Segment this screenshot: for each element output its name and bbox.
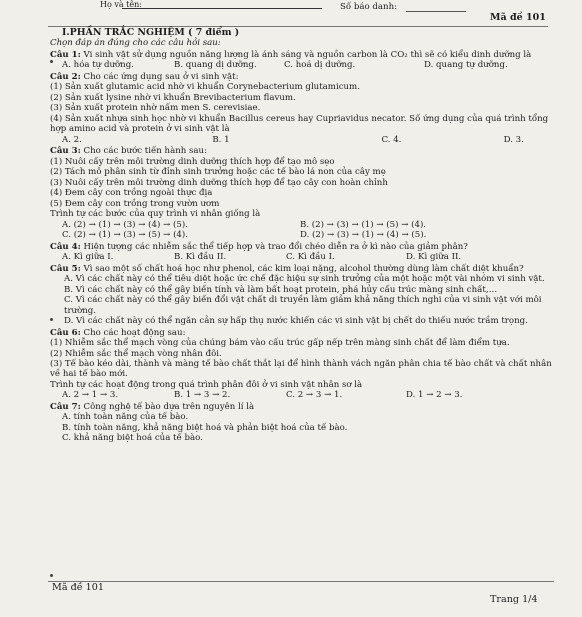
exam-code: Mã đề 101 xyxy=(490,12,546,23)
q3-option-c[interactable]: C. (2) → (1) → (3) → (5) → (4). xyxy=(62,230,188,241)
exam-content xyxy=(50,27,560,444)
q6-option-c[interactable]: C. 2 → 3 → 1. xyxy=(286,390,343,401)
scan-dot xyxy=(50,318,53,321)
q3-step-4: (4) Đem cây con trồng ngoài thực địa xyxy=(50,188,213,199)
q4-option-b[interactable]: B. Kì đầu II. xyxy=(174,252,227,263)
q2-item-1: (1) Sản xuất glutamic acid nhờ vi khuẩn Corynebacterium glutamicum. xyxy=(50,82,360,93)
q6-option-a[interactable]: A. 2 → 1 → 3. xyxy=(62,390,119,401)
q2-option-a[interactable]: A. 2. xyxy=(62,134,82,145)
scan-dot xyxy=(50,574,53,577)
q2-option-b[interactable]: B. 1 xyxy=(212,134,230,145)
question-3-options-row-1 xyxy=(50,220,560,230)
question-5-number: Câu 5: xyxy=(50,263,81,274)
q6-item-3: (3) Tế bào kéo dài, thành và màng tế bào chất thắt lại để hình thành vách ngăn phân chia tế bào chất và chất nhân về hai tế bào mới. xyxy=(50,359,552,380)
candidate-number-line xyxy=(406,11,466,12)
scan-dot xyxy=(50,60,53,63)
question-1 xyxy=(50,50,560,60)
q5-option-a[interactable]: A. Vì các chất này có thể tiêu diệt hoặc ức chế đặc hiệu sự sinh trưởng của một hoặc một vài nhóm vi sinh vật. xyxy=(64,274,545,285)
question-5-text: Vì sao một số chất hoá học như phenol, các kim loại nặng, alcohol thường dùng làm chất diệt khuẩn? xyxy=(80,263,524,274)
question-1-text: Vi sinh vật sử dụng nguồn năng lượng là ánh sáng và nguồn carbon là CO₂ thì sẽ có kiểu dinh dưỡng là xyxy=(80,49,532,60)
question-7-number: Câu 7: xyxy=(50,401,81,412)
question-4 xyxy=(50,242,560,252)
question-2-text: Cho các ứng dụng sau ở vi sinh vật: xyxy=(80,71,239,82)
question-6-number: Câu 6: xyxy=(50,327,81,338)
q1-option-a[interactable]: A. hóa tự dưỡng. xyxy=(62,60,134,71)
q3-option-b[interactable]: B. (2) → (3) → (1) → (5) → (4). xyxy=(300,219,427,230)
student-name-line xyxy=(122,8,322,9)
footer-exam-code: Mã đề 101 xyxy=(52,582,104,593)
question-3 xyxy=(50,146,560,156)
q7-option-c[interactable]: C. khả năng biệt hoá của tế bào. xyxy=(62,433,203,444)
question-5 xyxy=(50,264,560,274)
q3-step-5: (5) Đem cây con trồng trong vườn ươm xyxy=(50,198,220,209)
q3-option-d[interactable]: D. (2) → (3) → (1) → (4) → (5). xyxy=(300,230,427,241)
question-4-text: Hiện tượng các nhiễm sắc thể tiếp hợp và trao đổi chéo diễn ra ở kì nào của giảm phân? xyxy=(80,241,468,252)
question-6-text: Cho các hoạt động sau: xyxy=(80,327,186,338)
footer-page-number: Trang 1/4 xyxy=(490,594,538,605)
section-instruction: Chọn đáp án đúng cho các câu hỏi sau: xyxy=(50,38,221,49)
q2-item-4: (4) Sản xuất nhựa sinh học nhờ vi khuẩn Bacillus cereus hay Cupriavidus necator. Số ứng dụng của quá trình tổng hợp amino acid và protein ở vi sinh vật là xyxy=(50,113,549,135)
q3-prompt: Trình tự các bước của quy trình vi nhân giống là xyxy=(50,209,261,220)
question-1-options xyxy=(50,60,560,70)
question-6 xyxy=(50,328,560,338)
candidate-number-label: Số báo danh: xyxy=(340,2,397,12)
q5-option-d[interactable]: D. Vì các chất này có thể ngăn cản sự hấp thụ nước khiến các vi sinh vật bị chết do thiếu nước trầm trọng. xyxy=(64,316,528,327)
q2-item-2: (2) Sản xuất lysine nhờ vi khuẩn Brevibacterium flavum. xyxy=(50,92,296,103)
q4-option-c[interactable]: C. Kì đầu I. xyxy=(286,252,335,263)
q6-option-b[interactable]: B. 1 → 3 → 2. xyxy=(174,390,231,401)
section-title: I.PHẦN TRẮC NGHIỆM ( 7 điểm ) xyxy=(62,27,240,38)
question-7-text: Công nghệ tế bào dựa trên nguyên lí là xyxy=(80,401,255,412)
q2-item-3: (3) Sản xuất protein nhờ nấm men S. cerevisiae. xyxy=(50,103,261,114)
question-3-options-row-2 xyxy=(50,230,560,240)
q7-option-b[interactable]: B. tính toàn năng, khả năng biệt hoá và phản biệt hoá của tế bào. xyxy=(62,422,348,433)
q1-option-d[interactable]: D. quang tự dưỡng. xyxy=(424,60,508,71)
q1-option-b[interactable]: B. quang dị dưỡng. xyxy=(174,60,257,71)
question-2 xyxy=(50,72,560,82)
question-2-options xyxy=(50,135,560,145)
q3-step-3: (3) Nuôi cấy trên môi trường dinh dưỡng thích hợp để tạo cây con hoàn chỉnh xyxy=(50,177,388,188)
q3-option-a[interactable]: A. (2) → (1) → (3) → (4) → (5). xyxy=(62,219,188,230)
q6-option-d[interactable]: D. 1 → 2 → 3. xyxy=(406,390,463,401)
q6-item-1: (1) Nhiễm sắc thể mạch vòng của chúng bám vào cấu trúc gấp nếp trên màng sinh chất để làm điểm tựa. xyxy=(50,338,510,349)
question-6-options xyxy=(50,390,560,400)
q6-item-2: (2) Nhiễm sắc thể mạch vòng nhân đôi. xyxy=(50,348,222,359)
q4-option-a[interactable]: A. Kì giữa I. xyxy=(62,252,114,263)
student-name-label: Họ và tên: xyxy=(100,0,142,9)
q4-option-d[interactable]: D. Kì giữa II. xyxy=(406,252,462,263)
q3-step-2: (2) Tách mô phân sinh từ đỉnh sinh trưởng hoặc các tế bào lá non của cây mẹ xyxy=(50,167,386,178)
question-3-text: Cho các bước tiến hành sau: xyxy=(80,146,207,157)
q2-option-c[interactable]: C. 4. xyxy=(381,134,402,145)
question-3-number: Câu 3: xyxy=(50,146,81,157)
question-2-number: Câu 2: xyxy=(50,71,81,82)
question-4-options xyxy=(50,252,560,262)
q3-step-1: (1) Nuôi cấy trên môi trường dinh dưỡng thích hợp để tạo mô sẹo xyxy=(50,156,335,167)
q2-option-d[interactable]: D. 3. xyxy=(503,134,524,145)
footer-divider xyxy=(48,581,554,582)
q5-option-c[interactable]: C. Vì các chất này có thể gây biến đổi vật chất di truyền làm giảm khả năng thích nghi của vi sinh vật với môi trường. xyxy=(64,295,542,316)
q1-option-c[interactable]: C. hoá dị dưỡng. xyxy=(284,60,356,71)
question-7 xyxy=(50,402,560,412)
q5-option-b[interactable]: B. Vì các chất này có thể gây biến tính và làm bất hoạt protein, phá hủy cấu trúc màng sinh chất,… xyxy=(64,284,498,295)
q7-option-a[interactable]: A. tính toàn năng của tế bào. xyxy=(62,412,189,423)
question-4-number: Câu 4: xyxy=(50,241,81,252)
question-1-number: Câu 1: xyxy=(50,49,81,60)
q6-prompt: Trình tự các hoạt động trong quá trình phân đôi ở vi sinh vật nhân sơ là xyxy=(50,379,363,390)
